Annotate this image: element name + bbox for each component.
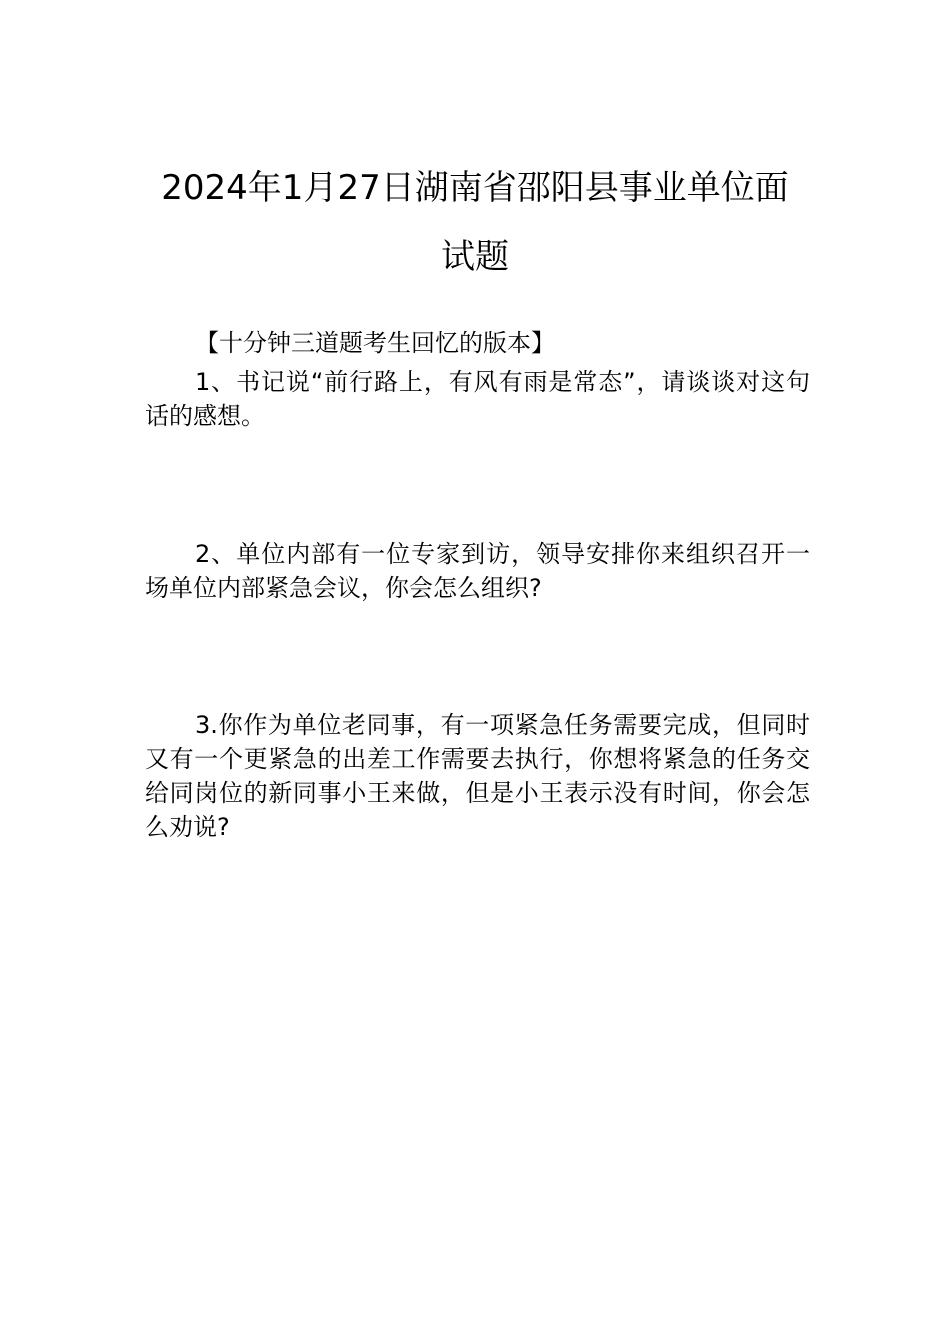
document-title-line-1: 2024年1月27日湖南省邵阳县事业单位面: [161, 168, 789, 208]
document-title-line-2: 试题: [441, 237, 509, 277]
question-1: 1、书记说“前行路上，有风有雨是常态”，请谈谈对这句话的感想。: [145, 368, 810, 430]
question-3: 3.你作为单位老同事，有一项紧急任务需要完成，但同时又有一个更紧急的出差工作需要去执行，你想将紧急的任务交给同岗位的新同事小王来做，但是小王表示没有时间，你会怎么劝说?: [145, 711, 810, 841]
section-header: 【十分钟三道题考生回忆的版本】: [195, 329, 555, 357]
question-2: 2、单位内部有一位专家到访，领导安排你来组织召开一场单位内部紧急会议，你会怎么组织?: [145, 540, 810, 602]
